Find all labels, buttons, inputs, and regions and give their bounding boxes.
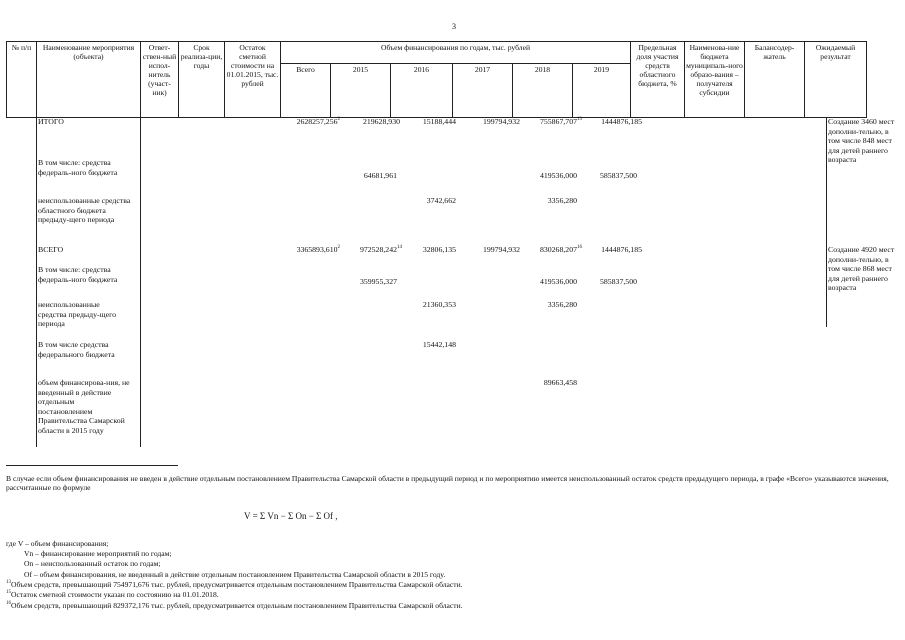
column-rule: [36, 117, 37, 447]
cell-2016: 21360,353: [422, 300, 456, 309]
cell-2016: 15442,148: [422, 340, 456, 349]
footnote-on: On – неиспользованный остаток по годам;: [24, 559, 161, 568]
cell-2018: 755867,707$^{13}$: [539, 117, 582, 126]
col-year: 2018: [513, 64, 573, 118]
row-label-fed: В том числе: средства федераль-ного бюджета: [38, 265, 118, 284]
cell-result: Создание 3460 мест дополни-тельно, в том числе 848 мест для детей раннего возраста: [828, 117, 895, 164]
col-share: Предельная доля участия средств областного бюджета, %: [631, 42, 685, 118]
cell-2015: 359955,327: [359, 277, 397, 286]
col-total: Всего: [281, 64, 331, 118]
formula: V = Σ Vn − Σ On − Σ Of ,: [244, 511, 338, 521]
cell-2017: 199794,932: [482, 245, 520, 254]
col-year: 2019: [573, 64, 631, 118]
cell-2019: 1444876,185: [601, 245, 642, 254]
col-year: 2016: [391, 64, 453, 118]
column-rule: [140, 117, 141, 447]
cell-2016: 15188,444: [422, 117, 456, 126]
footnote-of: Of – объем финансирования, не введенный в действие отдельным постановлением Правительства Самарской области в 2015 году.: [24, 570, 446, 579]
row-label-vsego: ВСЕГО: [38, 245, 64, 254]
footnote-where: где V – объем финансирования;: [6, 539, 109, 548]
row-label-not-enacted: объем финансирова-ния, не введенный в действие отдельным постановлением Правительства Самарской области в 2015 году: [38, 378, 130, 435]
col-year: 2015: [331, 64, 391, 118]
table-header: [6, 41, 867, 118]
col-name: Наименование мероприятия (объекта): [37, 42, 141, 118]
cell-2019: 1444876,185: [601, 117, 642, 126]
cell-2019: 585837,500: [599, 171, 637, 180]
cell-result: Создание 4920 мест дополни-тельно, в том числе 868 мест для детей раннего возраста: [828, 245, 895, 292]
col-result: Ожидаемый результат: [805, 42, 867, 118]
cell-2018: 3356,280: [547, 196, 577, 205]
footnote-15: $^{15}$Остаток сметной стоимости указан по состоянию на 01.01.2018.: [6, 590, 219, 599]
cell-2016: 3742,662: [426, 196, 456, 205]
col-funding: Объем финансирования по годам, тыс. рублей: [281, 42, 631, 64]
column-rule: [826, 117, 827, 327]
footnote-16: $^{16}$Объем средств, превышающий 829372,176 тыс. рублей, предусматривается отдельным постановлением Правительства Самарской области.: [6, 601, 463, 610]
col-rest: Остаток сметной стоимости на 01.01.2015, тыс. рублей: [225, 42, 281, 118]
col-budget: Наименова-ние бюджета муниципаль-ного образо-вания – получателя субсидии: [685, 42, 745, 118]
page-number: 3: [452, 22, 456, 31]
col-num: № п/п: [7, 42, 37, 118]
cell-2017: 199794,932: [482, 117, 520, 126]
row-label-itogo: ИТОГО: [38, 117, 64, 126]
cell-2018: 3356,280: [547, 300, 577, 309]
col-term: Срок реализа-ции, годы: [179, 42, 225, 118]
cell-2016: 32806,135: [422, 245, 456, 254]
row-label-unused: неиспользованные средства предыду-щего периода: [38, 300, 117, 328]
footnote-vn: Vn – финансирование мероприятий по годам;: [24, 549, 172, 558]
cell-2018: 419536,000: [539, 277, 577, 286]
cell-total: 2628257,256$^2$: [296, 117, 340, 126]
cell-2015: 219628,930: [362, 117, 400, 126]
footnote-13: $^{13}$Объем средств, превышающий 754971,676 тыс. рублей, предусматривается отдельным постановлением Правительства Самарской области.: [6, 580, 463, 589]
row-label-unused: неиспользованные средства областного бюджета предыду-щего периода: [38, 196, 131, 224]
col-resp: Ответ-ствен-ный испол-нитель (участ-ник): [141, 42, 179, 118]
col-year: 2017: [453, 64, 513, 118]
footnote-separator: [6, 465, 178, 466]
cell-2015: 64681,961: [363, 171, 397, 180]
cell-total: 3365893,610$^2$: [296, 245, 340, 254]
row-label-fed: В том числе: средства федераль-ного бюджета: [38, 158, 118, 177]
cell-2018: 830268,207$^{16}$: [539, 245, 582, 254]
col-holder: Балансодер-жатель: [745, 42, 805, 118]
row-label-fed2: В том числе средства федерального бюджета: [38, 340, 115, 359]
cell-2015: 972528,242$^{14}$: [359, 245, 402, 254]
cell-2019: 585837,500: [599, 277, 637, 286]
cell-2018: 419536,000: [539, 171, 577, 180]
cell-2018: 89663,458: [543, 378, 577, 387]
footnote-1: В случае если объем финансирования не введен в действие отдельным постановлением Правительства Самарской области в предыдущий период и по мероприятию имеется неиспользованный остаток средств предыдущего периода, в графе «Всего» указываются значения, рассчитанные по формуле: [6, 474, 889, 492]
